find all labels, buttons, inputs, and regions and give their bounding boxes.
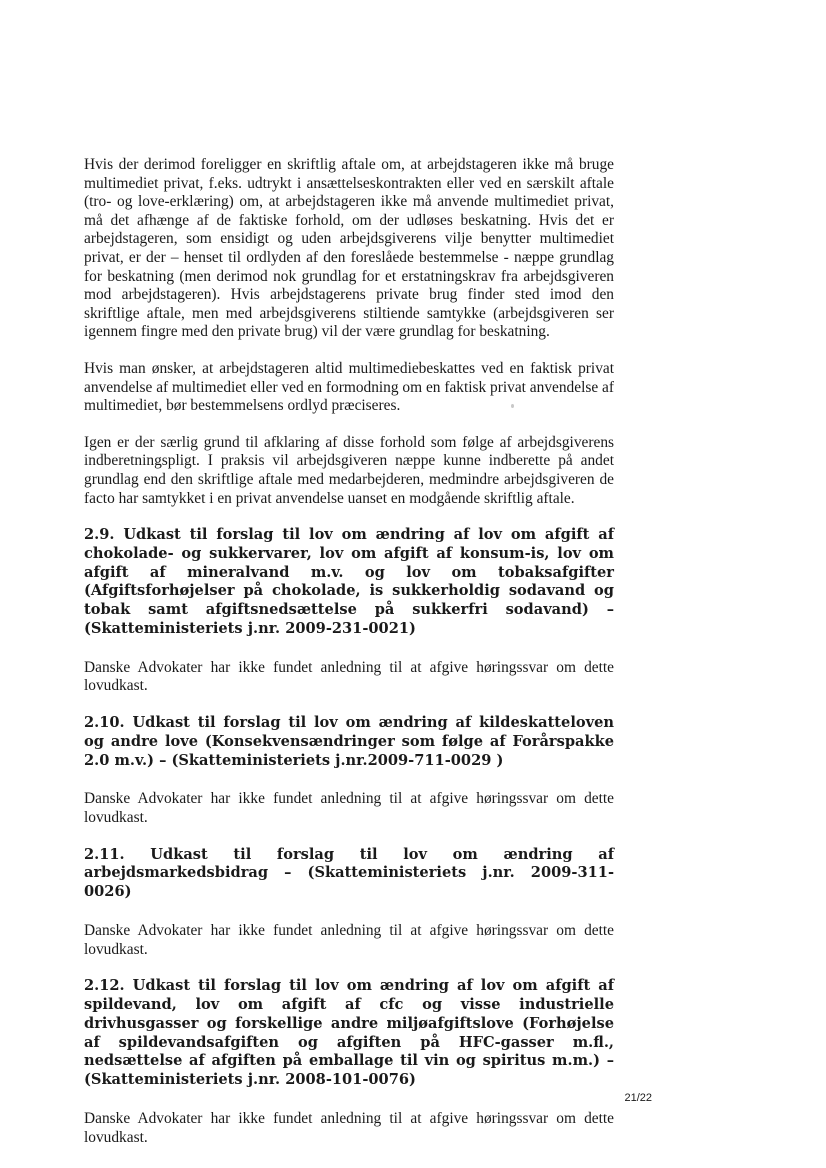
section-response-2-11: Danske Advokater har ikke fundet anledning til at afgive høringssvar om dette lovudkast. [84,922,614,958]
section-heading-2-10: 2.10. Udkast til forslag til lov om ændring af kildeskatteloven og andre love (Konsekvensændringer som følge af Forårspakke 2.0 m.v.) – (Skatteministeriets j.nr.2009-711-0029 ) [84,714,614,769]
section-response-2-10: Danske Advokater har ikke fundet anledning til at afgive høringssvar om dette lovudkast. [84,790,614,827]
paragraph-wording-clarification: Hvis man ønsker, at arbejdstageren altid multimediebeskattes ved en faktisk privat anvendelse af multimediet eller ved en formodning om en faktisk privat anvendelse af multimediet, bør bestemmelsens ordlyd præciseres. [84,359,614,415]
paragraph-written-agreement: Hvis der derimod foreligger en skriftlig aftale om, at arbejdstageren ikke må bruge multimediet privat, f.eks. udtrykt i ansættelseskontrakten eller ved en særskilt aftale (tro- og love-erklæring) om, at arbejdstageren ikke må anvende multimediet privat, må det afhænge af de faktiske forhold, om der udløses beskatning. Hvis det er arbejdstageren, som ensidigt og uden arbejdsgiverens vilje benytter multimediet privat, er der – henset til ordlyden af den foreslåede bestemmelse - næppe grundlag for beskatning (men derimod nok grundlag for et erstatningskrav fra arbejdsgiveren mod arbejdstageren). Hvis arbejdstagerens private brug finder sted imod den skriftlige aftale, men med arbejdsgiverens stiltiende samtykke (arbejdsgiveren ser igennem fingre med den private brug) vil der være grundlag for beskatning. [84,156,614,341]
section-heading-2-9: 2.9. Udkast til forslag til lov om ændring af lov om afgift af chokolade- og sukkervarer, lov om afgift af konsum-is, lov om afgift af mineralvand m.v. og lov om tobaksafgifter (Afgiftsforhøjelser på chokolade, is sukkerholdig sodavand og tobak samt afgiftsnedsættelse på sukkerfri sodavand) – (Skatteministeriets j.nr. 2009-231-0021) [84,526,614,638]
section-heading-2-12: 2.12. Udkast til forslag til lov om ændring af lov om afgift af spildevand, lov om afgift af cfc og visse industrielle drivhusgasser og forskellige andre miljøafgiftslove (Forhøjelse af spildevandsafgiften og afgiften på HFC-gasser m.fl., nedsættelse af afgiften på emballage til vin og spiritus m.m.) – (Skatteministeriets j.nr. 2008-101-0076) [84,977,614,1089]
document-body [84,156,614,1147]
paragraph-reporting-obligation: Igen er der særlig grund til afklaring af disse forhold som følge af arbejdsgiverens indberetningspligt. I praksis vil arbejdsgiveren næppe kunne indberette på andet grundlag end den skriftlige aftale med medarbejderen, medmindre arbejdsgiveren de facto har samtykket i en privat anvendelse uanset en modgående skriftlig aftale. [84,433,614,507]
section-heading-2-11: 2.11. Udkast til forslag til lov om ændring af arbejdsmarkedsbidrag – (Skatteministeriets j.nr. 2009-311-0026) [84,845,614,901]
section-response-2-12: Danske Advokater har ikke fundet anledning til at afgive høringssvar om dette lovudkast. [84,1110,614,1146]
page-number: 21/22 [624,1092,652,1104]
scan-speck [511,404,514,408]
section-response-2-9: Danske Advokater har ikke fundet anledning til at afgive høringssvar om dette lovudkast. [84,658,614,695]
